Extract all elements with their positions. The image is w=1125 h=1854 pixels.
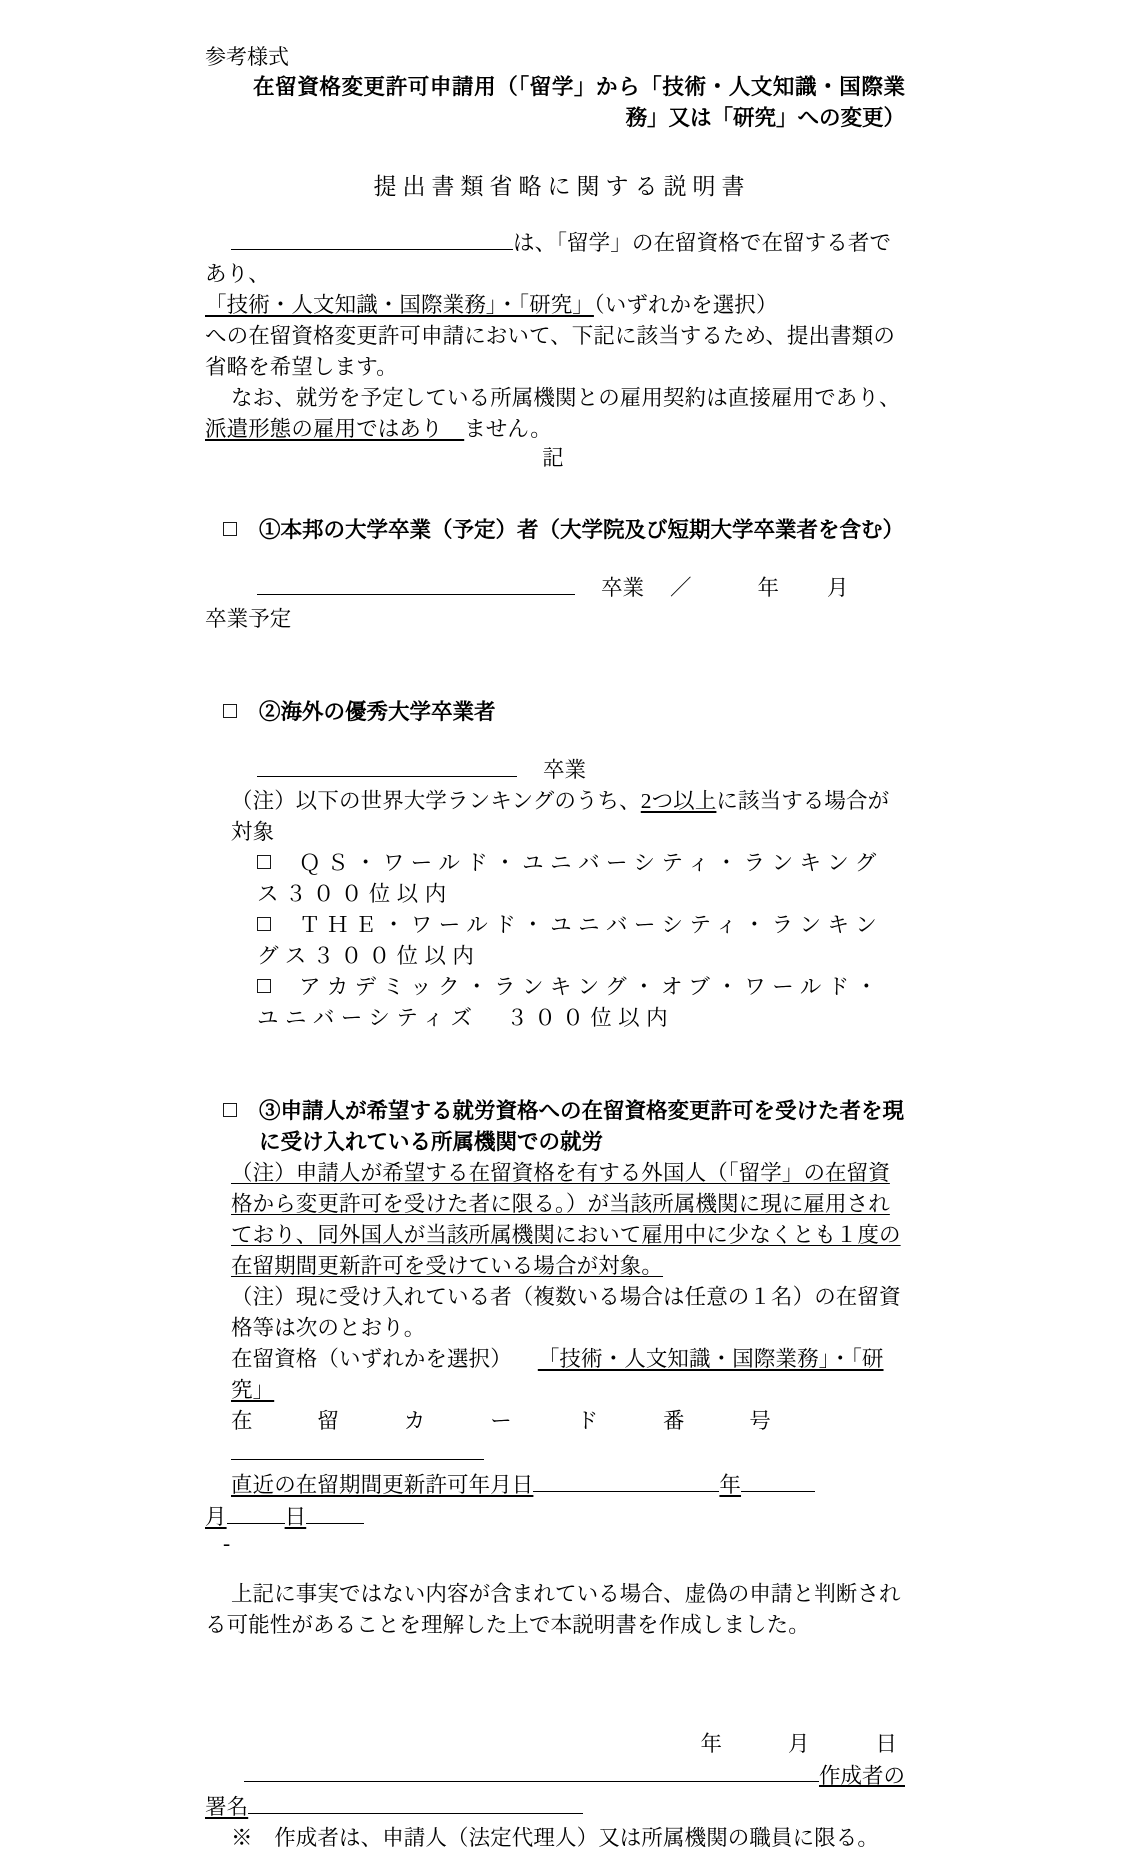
status-choice-underlined[interactable]: 「技術・人文知識・国際業務」・「研究」	[205, 292, 594, 317]
item-1-heading[interactable]	[205, 515, 905, 546]
item-2-school-blank[interactable]	[257, 754, 517, 777]
checkbox-icon[interactable]	[223, 704, 237, 718]
signature-maker-row	[205, 1760, 905, 1792]
checkbox-icon[interactable]	[223, 522, 237, 536]
item-3-card-row	[205, 1406, 905, 1469]
item-3-renewal-month: 月	[205, 1504, 227, 1529]
intro-line4	[205, 383, 905, 445]
renewal-month-blank[interactable]	[227, 1501, 285, 1524]
intro-status-line	[205, 290, 905, 321]
spacer	[205, 635, 905, 697]
item-2-note-underlined: 2つ以上	[640, 788, 717, 813]
signature-month-label: 月	[787, 1731, 810, 1756]
item-1-number: ①	[259, 517, 281, 542]
spacer	[205, 1641, 905, 1703]
item-3-renewal-day: 日	[284, 1504, 307, 1529]
item-3-card-label: 在 留 カ ー ド 番 号	[231, 1408, 772, 1433]
signature-name-blank[interactable]	[248, 1791, 583, 1814]
checkbox-icon[interactable]	[257, 855, 271, 869]
intro-line4-prefix: なお、就労を予定している所属機関との雇用契約は直接雇用であり、	[231, 385, 901, 410]
ranking-item-the-label: ＴＨＥ・ワールド・ユニバーシティ・ランキングス３００位以内	[257, 912, 884, 968]
item-1-month-label: 月	[827, 575, 849, 600]
item-1-checkbox[interactable]	[205, 515, 259, 546]
item-2-heading[interactable]	[205, 697, 905, 728]
item-2-note-prefix: （注）以下の世界大学ランキングのうち、	[231, 788, 641, 813]
intro-after-name: は、「留学」の在留資格で在留する者であり、	[205, 230, 892, 286]
closing-text: 上記に事実ではない内容が含まれている場合、虚偽の申請と判断される可能性があることを理解した上で本説明書を作成しました。	[205, 1581, 901, 1637]
item-1-heading-text	[259, 515, 905, 546]
ki-mark: 記	[542, 445, 564, 470]
item-2-heading-text	[259, 697, 905, 728]
item-3-number: ③	[259, 1098, 281, 1123]
residence-card-number-blank[interactable]	[231, 1437, 484, 1460]
item-2-note	[205, 786, 905, 848]
footnote: ※ 作成者は、申請人（法定代理人）又は所属機関の職員に限る。	[231, 1826, 880, 1851]
spacer	[205, 471, 905, 515]
item-3-note-2: （注）現に受け入れている者（複数いる場合は任意の１名）の在留資格等は次のとおり。	[231, 1284, 901, 1340]
renewal-year-blank[interactable]	[533, 1469, 719, 1492]
intro-line4-underlined: 派遣形態の雇用ではあり	[205, 416, 465, 441]
document-body	[205, 42, 905, 1854]
closing-paragraph	[205, 1579, 905, 1641]
item-2-graduation-row	[205, 754, 905, 786]
applicant-name-blank[interactable]	[231, 227, 513, 250]
intro-paragraph	[205, 227, 905, 290]
renewal-year-tail-blank[interactable]	[741, 1469, 815, 1492]
intro-line4-suffix: ません。	[464, 416, 552, 441]
item-3-dash: -	[223, 1530, 231, 1555]
signature-day-label: 日	[875, 1731, 897, 1756]
item-1-slash: ／	[670, 575, 692, 600]
item-2-checkbox[interactable]	[205, 697, 259, 728]
checkbox-icon[interactable]	[257, 917, 271, 931]
ranking-item-arwu-label: アカデミック・ランキング・オブ・ワールド・ユニバーシティズ ３００位以内	[257, 974, 884, 1030]
item-3-renewal-year: 年	[719, 1472, 742, 1497]
item-3-heading[interactable]	[205, 1096, 905, 1158]
item-2-graduation-label: 卒業	[543, 757, 587, 782]
page-title: 提出書類省略に関する説明書	[373, 174, 751, 199]
signature-sign-label: 署名	[205, 1795, 249, 1820]
item-3-renewal-label: 直近の在留期間更新許可年月日	[231, 1472, 534, 1497]
item-1-planned-label: 卒業予定	[205, 606, 292, 631]
item-3-renewal-row-2	[205, 1501, 905, 1533]
signature-year-label: 年	[700, 1731, 722, 1756]
spacer	[205, 1553, 905, 1579]
item-2-note-suffix: に該当する場合が対象	[231, 788, 890, 844]
item-3-status-value[interactable]: 「技術・人文知識・国際業務」・「研究」	[231, 1346, 884, 1402]
spacer	[205, 1034, 905, 1096]
item-1-label: 本邦の大学卒業（予定）者（大学院及び短期大学卒業者を含む）	[280, 517, 905, 542]
item-3-note-1: （注）申請人が希望する在留資格を有する外国人（「留学」の在留資格から変更許可を受けた者に限る。）が当該所属機関に現に雇用されており、同外国人が当該所属機関において雇用中に少なくとも１度の在留期間更新許可を受けている場合が対象。	[231, 1160, 901, 1278]
ranking-item-arwu[interactable]	[205, 972, 905, 1034]
renewal-day-blank[interactable]	[306, 1501, 364, 1524]
item-3-heading-text	[259, 1096, 905, 1158]
item-2-number: ②	[259, 699, 281, 724]
spacer	[205, 546, 905, 572]
ranking-item-qs[interactable]	[205, 848, 905, 910]
ranking-item-qs-label: ＱＳ・ワールド・ユニバーシティ・ランキングス３００位以内	[257, 850, 883, 906]
signature-date-row	[205, 1729, 905, 1760]
item-3-label: 申請人が希望する就労資格への在留資格変更許可を受けた者を現に受け入れている所属機関での就労	[259, 1098, 905, 1154]
checkbox-icon[interactable]	[257, 979, 271, 993]
item-3-renewal-row	[205, 1469, 905, 1501]
item-1-graduation-label: 卒業	[601, 575, 645, 600]
signature-maker-label: 作成者の	[818, 1763, 905, 1788]
item-2-label: 海外の優秀大学卒業者	[280, 699, 496, 724]
form-title: 在留資格変更許可申請用（「留学」から「技術・人文知識・国際業務」又は「研究」への変更）	[253, 75, 905, 130]
item-1-school-blank[interactable]	[257, 572, 575, 595]
ranking-item-the[interactable]	[205, 910, 905, 972]
spacer	[205, 1703, 905, 1729]
item-1-year-label: 年	[757, 575, 780, 600]
item-1-graduation-row	[205, 572, 905, 604]
item-3-status-row	[205, 1344, 905, 1406]
item-3-status-label: 在留資格（いずれかを選択）	[231, 1346, 512, 1371]
item-3-checkbox[interactable]	[205, 1096, 259, 1127]
status-choice-suffix: （いずれかを選択）	[593, 292, 778, 317]
intro-line3: への在留資格変更許可申請において、下記に該当するため、提出書類の省略を希望します。	[205, 323, 895, 379]
checkbox-icon[interactable]	[223, 1103, 237, 1117]
spacer	[205, 728, 905, 754]
form-label: 参考様式	[205, 45, 289, 69]
signature-blank[interactable]	[244, 1760, 819, 1783]
